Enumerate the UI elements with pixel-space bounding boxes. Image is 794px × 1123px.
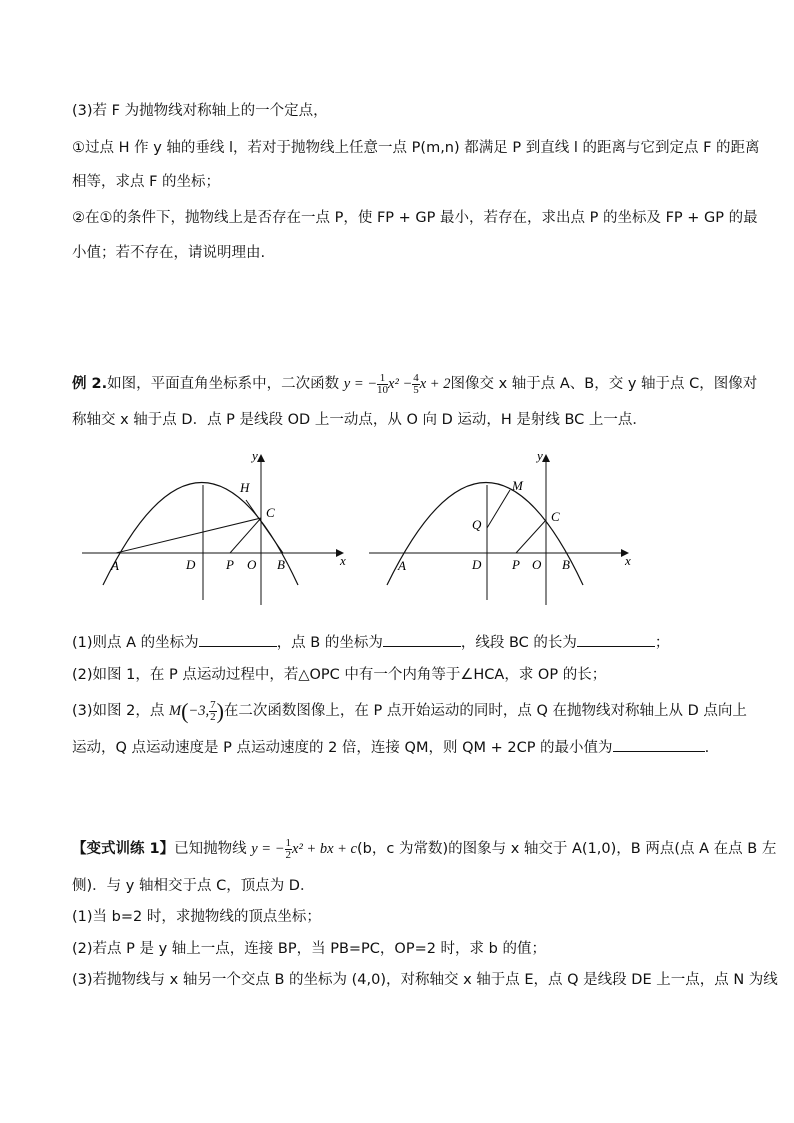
figure-1: [78, 450, 350, 610]
answer-blank-min[interactable]: [613, 737, 705, 752]
label-x: x: [625, 553, 631, 568]
variant-q1: (1)当 b=2 时，求抛物线的顶点坐标；: [72, 909, 321, 925]
label-y: y: [537, 450, 543, 463]
segment-PC: [230, 518, 261, 553]
variant-line1: 【变式训练 1】已知抛物线 y = − $\frac{1}{2}$ x² + bx + c(b，c 为常数)的图象与 x 轴交于 A(1,0)，B 两点(点 A 在点 B 左: [72, 837, 777, 861]
y-axis-arrow: [542, 454, 550, 462]
label-Q: Q: [472, 517, 482, 532]
point-M: M(−3, $\frac{7}{2}$ ): [168, 698, 224, 724]
label-A: A: [111, 558, 119, 573]
example2-text1a: 如图，平面直角坐标系中，二次函数: [107, 375, 340, 392]
variant-line2: 侧)．与 y 轴相交于点 C，顶点为 D．: [72, 878, 315, 894]
segment-PC: [516, 520, 546, 553]
example2-q2: (2)如图 1，在 P 点运动过程中，若△OPC 中有一个内角等于∠HCA，求 OP 的长；: [72, 667, 607, 683]
label-O: O: [247, 557, 257, 572]
part3-q1-line2: 相等，求点 F 的坐标；: [72, 174, 221, 190]
example2-function: y = − $\frac{1}{10}$ x² − $\frac{4}{5}$ x + 2: [343, 372, 451, 396]
variant-function: y = − $\frac{1}{2}$ x² + bx + c: [251, 837, 357, 861]
label-P: P: [226, 557, 234, 572]
label-C: C: [551, 509, 560, 524]
variant-q2: (2)若点 P 是 y 轴上一点，连接 BP，当 PB=PC，OP=2 时，求 b 的值；: [72, 941, 546, 957]
answer-blank-A[interactable]: [199, 632, 277, 647]
example2-q3-line1: (3)如图 2，点 M(−3, $\frac{7}{2}$ )在二次函数图像上，在 P 点开始运动的同时，点 Q 在抛物线对称轴上从 D 点向上: [72, 698, 747, 724]
variant-label: 【变式训练 1】: [72, 840, 175, 857]
variant-q3: (3)若抛物线与 x 轴另一个交点 B 的坐标为 (4,0)，对称轴交 x 轴于点 E，点 Q 是线段 DE 上一点，点 N 为线: [72, 972, 778, 988]
part3-q2-line2: 小值；若不存在，请说明理由.: [72, 245, 266, 261]
label-B: B: [277, 557, 285, 572]
segment-QM: [487, 490, 510, 528]
label-C: C: [266, 505, 275, 520]
label-A: A: [398, 558, 406, 573]
label-M: M: [512, 478, 523, 493]
figure-2: [365, 450, 637, 610]
label-D: D: [186, 557, 196, 572]
y-axis-arrow: [257, 454, 265, 462]
example2-q3-line2: 运动，Q 点运动速度是 P 点运动速度的 2 倍，连接 QM，则 QM + 2CP 的最小值为 .: [72, 737, 734, 758]
label-H: H: [240, 480, 250, 495]
label-x: x: [340, 553, 346, 568]
label-D: D: [472, 557, 482, 572]
example2-text1b: 图像交 x 轴于点 A、B，交 y 轴于点 C，图像对: [450, 375, 758, 392]
parabola: [387, 483, 583, 586]
label-B: B: [562, 557, 570, 572]
part3-header: (3)若 F 为抛物线对称轴上的一个定点，: [72, 103, 328, 119]
part3-q1-line1: ①过点 H 作 y 轴的垂线 l，若对于抛物线上任意一点 P(m,n) 都满足 P 到直线 l 的距离与它到定点 F 的距离: [72, 140, 760, 156]
segment-AC: [116, 518, 261, 553]
example2-q1: (1)则点 A 的坐标为 ，点 B 的坐标为 ，线段 BC 的长为 ；: [72, 632, 734, 653]
example2-label: 例 2.: [72, 375, 108, 392]
example2-line1: [72, 372, 758, 396]
parabola: [103, 483, 298, 586]
ray-BC: [246, 500, 283, 553]
answer-blank-BC[interactable]: [577, 632, 655, 647]
label-O: O: [532, 557, 542, 572]
label-y: y: [252, 450, 258, 463]
label-P: P: [512, 557, 520, 572]
answer-blank-B[interactable]: [383, 632, 461, 647]
part3-q2-line1: ②在①的条件下，抛物线上是否存在一点 P，使 FP + GP 最小，若存在，求出点 P 的坐标及 FP + GP 的最: [72, 210, 758, 226]
example2-line2: 称轴交 x 轴于点 D．点 P 是线段 OD 上一动点，从 O 向 D 运动，H 是射线 BC 上一点．: [72, 412, 647, 428]
